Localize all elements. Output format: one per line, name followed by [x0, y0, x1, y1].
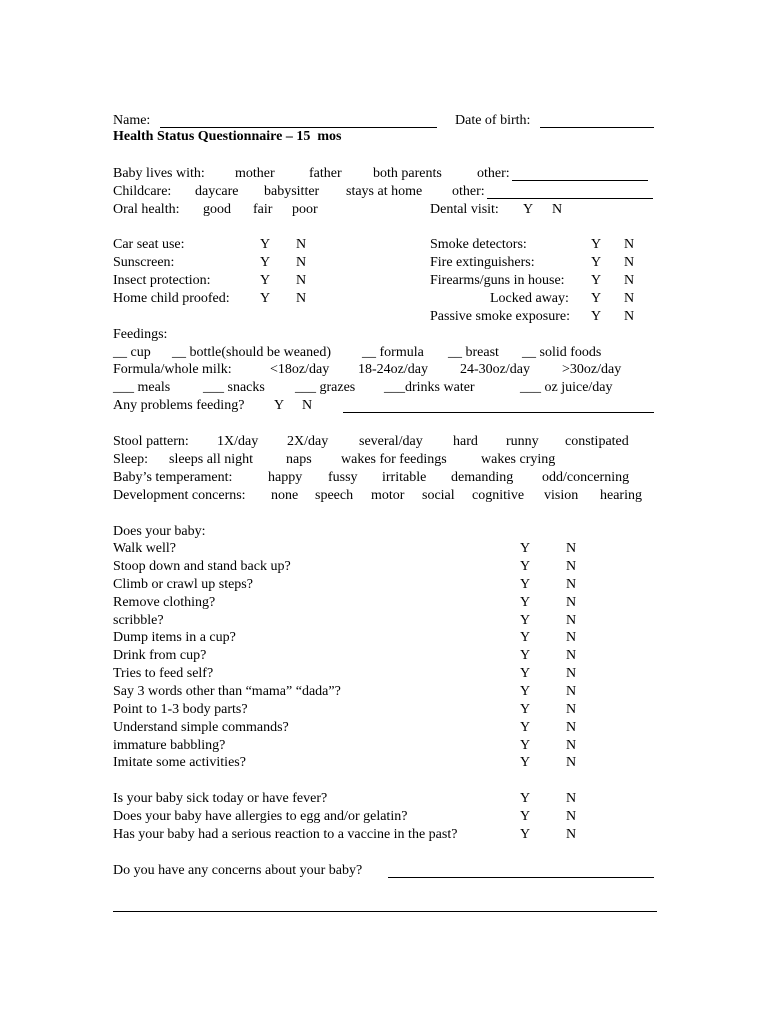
no-option[interactable]: N — [566, 630, 577, 645]
safety-label: Fire extinguishers: — [430, 255, 535, 270]
no-option[interactable]: N — [566, 541, 577, 556]
yes-option[interactable]: Y — [260, 291, 271, 306]
yes-option[interactable]: Y — [520, 648, 531, 663]
no-option[interactable]: N — [566, 702, 577, 717]
stool-option[interactable]: runny — [506, 434, 539, 449]
temperament-option[interactable]: fussy — [328, 470, 358, 485]
sleep-option[interactable]: sleeps all night — [169, 452, 253, 467]
feeding-option[interactable]: ___ oz juice/day — [520, 380, 613, 395]
milk-option[interactable]: >30oz/day — [562, 362, 622, 377]
oral-label: Oral health: — [113, 202, 180, 217]
feeding-option[interactable]: ___ snacks — [203, 380, 265, 395]
yes-option[interactable]: Y — [591, 273, 602, 288]
no-option[interactable]: N — [566, 666, 577, 681]
development-option[interactable]: vision — [544, 488, 579, 503]
feeding-problems-field[interactable] — [343, 412, 654, 413]
no-option[interactable]: N — [566, 684, 577, 699]
no-option[interactable]: N — [624, 273, 635, 288]
yes-option[interactable]: Y — [520, 613, 531, 628]
milestone-question: Understand simple commands? — [113, 720, 289, 735]
yes-option[interactable]: Y — [520, 702, 531, 717]
no-option[interactable]: N — [624, 237, 635, 252]
yes-option[interactable]: Y — [520, 755, 531, 770]
milk-option[interactable]: <18oz/day — [270, 362, 330, 377]
temperament-label: Baby’s temperament: — [113, 470, 233, 485]
no-option[interactable]: N — [566, 720, 577, 735]
no-option[interactable]: N — [566, 791, 577, 806]
yes-option[interactable]: Y — [591, 291, 602, 306]
yes-option[interactable]: Y — [591, 255, 602, 270]
development-option[interactable]: social — [422, 488, 455, 503]
childcare-option[interactable]: stays at home — [346, 184, 423, 199]
health-question: Has your baby had a serious reaction to a vaccine in the past? — [113, 827, 458, 842]
safety-label: Insect protection: — [113, 273, 211, 288]
no-option[interactable]: N — [624, 255, 635, 270]
safety-label: Home child proofed: — [113, 291, 230, 306]
feeding-option[interactable]: __ solid foods — [522, 345, 602, 360]
feeding-option[interactable]: ___drinks water — [384, 380, 475, 395]
yes-option[interactable]: Y — [260, 273, 271, 288]
yes-option[interactable]: Y — [520, 738, 531, 753]
milestone-question: Imitate some activities? — [113, 755, 246, 770]
no-option[interactable]: N — [296, 255, 307, 270]
milestone-question: Walk well? — [113, 541, 177, 556]
no-option[interactable]: N — [566, 755, 577, 770]
feedings-heading: Feedings: — [113, 327, 168, 342]
stool-option[interactable]: hard — [453, 434, 478, 449]
name-field[interactable] — [160, 127, 437, 128]
no-option[interactable]: N — [296, 237, 307, 252]
childcare-other-label: other: — [452, 184, 485, 199]
oral-option[interactable]: fair — [253, 202, 273, 217]
safety-label: Car seat use: — [113, 237, 185, 252]
dob-field[interactable] — [540, 127, 654, 128]
safety-label: Sunscreen: — [113, 255, 175, 270]
milestone-question: Tries to feed self? — [113, 666, 214, 681]
feeding-option[interactable]: __ formula — [362, 345, 424, 360]
yes-option[interactable]: Y — [520, 791, 531, 806]
no-option[interactable]: N — [566, 595, 577, 610]
yes-option[interactable]: Y — [520, 720, 531, 735]
lives-other-label: other: — [477, 166, 510, 181]
feeding-option[interactable]: ___ meals — [113, 380, 171, 395]
yes-option[interactable]: Y — [591, 309, 602, 324]
milestone-question: Climb or crawl up steps? — [113, 577, 253, 592]
no-option[interactable]: N — [566, 613, 577, 628]
yes-option[interactable]: Y — [520, 630, 531, 645]
sleep-option[interactable]: naps — [286, 452, 312, 467]
development-label: Development concerns: — [113, 488, 246, 503]
oral-option[interactable]: good — [203, 202, 231, 217]
yes-option[interactable]: Y — [520, 684, 531, 699]
no-option[interactable]: N — [566, 559, 577, 574]
yes-option[interactable]: Y — [260, 255, 271, 270]
milestone-question: Dump items in a cup? — [113, 630, 236, 645]
lives-option[interactable]: father — [309, 166, 342, 181]
milestone-question: Drink from cup? — [113, 648, 207, 663]
concerns-field[interactable] — [388, 877, 654, 878]
milestone-question: scribble? — [113, 613, 164, 628]
no-option[interactable]: N — [296, 291, 307, 306]
safety-label: Firearms/guns in house: — [430, 273, 565, 288]
development-option[interactable]: cognitive — [472, 488, 525, 503]
yes-option[interactable]: Y — [520, 827, 531, 842]
dental-visit-label: Dental visit: — [430, 202, 499, 217]
stool-option[interactable]: 2X/day — [287, 434, 329, 449]
oral-option[interactable]: poor — [292, 202, 318, 217]
yes-option[interactable]: Y — [274, 398, 285, 413]
milestone-question: Stoop down and stand back up? — [113, 559, 291, 574]
development-option[interactable]: none — [271, 488, 299, 503]
no-option[interactable]: N — [624, 309, 635, 324]
safety-label: Smoke detectors: — [430, 237, 527, 252]
yes-option[interactable]: Y — [260, 237, 271, 252]
milk-option[interactable]: 18-24oz/day — [358, 362, 428, 377]
feeding-option[interactable]: ___ grazes — [295, 380, 356, 395]
health-question: Is your baby sick today or have fever? — [113, 791, 328, 806]
yes-option[interactable]: Y — [520, 541, 531, 556]
no-option[interactable]: N — [296, 273, 307, 288]
feeding-option[interactable]: __ bottle(should be weaned) — [172, 345, 332, 360]
safety-label: Passive smoke exposure: — [430, 309, 570, 324]
no-option[interactable]: N — [566, 577, 577, 592]
development-option[interactable]: hearing — [600, 488, 642, 503]
stool-label: Stool pattern: — [113, 434, 189, 449]
feeding-problems-label: Any problems feeding? — [113, 398, 245, 413]
milestone-question: Point to 1-3 body parts? — [113, 702, 248, 717]
sleep-option[interactable]: wakes for feedings — [341, 452, 447, 467]
lives-label: Baby lives with: — [113, 166, 205, 181]
development-option[interactable]: speech — [315, 488, 354, 503]
stool-option[interactable]: 1X/day — [217, 434, 259, 449]
yes-option[interactable]: Y — [520, 595, 531, 610]
milestone-question: Say 3 words other than “mama” “dada”? — [113, 684, 341, 699]
no-option[interactable]: N — [302, 398, 313, 413]
lives-option[interactable]: both parents — [373, 166, 442, 181]
temperament-option[interactable]: demanding — [451, 470, 514, 485]
childcare-option[interactable]: babysitter — [264, 184, 320, 199]
stool-option[interactable]: several/day — [359, 434, 423, 449]
lives-other-field[interactable] — [512, 180, 648, 181]
health-question: Does your baby have allergies to egg and/or gelatin? — [113, 809, 408, 824]
no-option[interactable]: N — [624, 291, 635, 306]
name-label: Name: — [113, 113, 151, 128]
yes-option[interactable]: Y — [523, 202, 534, 217]
concerns-field-extra-line[interactable] — [113, 911, 657, 912]
childcare-label: Childcare: — [113, 184, 172, 199]
yes-option[interactable]: Y — [520, 577, 531, 592]
does-heading: Does your baby: — [113, 524, 206, 539]
dob-label: Date of birth: — [455, 113, 531, 128]
childcare-other-field[interactable] — [487, 198, 653, 199]
milestone-question: immature babbling? — [113, 738, 226, 753]
milk-label: Formula/whole milk: — [113, 362, 232, 377]
yes-option[interactable]: Y — [591, 237, 602, 252]
yes-option[interactable]: Y — [520, 666, 531, 681]
feeding-option[interactable]: __ cup — [113, 345, 151, 360]
yes-option[interactable]: Y — [520, 559, 531, 574]
sleep-option[interactable]: wakes crying — [481, 452, 556, 467]
yes-option[interactable]: Y — [520, 809, 531, 824]
childcare-option[interactable]: daycare — [195, 184, 239, 199]
temperament-option[interactable]: irritable — [382, 470, 427, 485]
safety-label: Locked away: — [490, 291, 569, 306]
development-option[interactable]: motor — [371, 488, 405, 503]
temperament-option[interactable]: odd/concerning — [542, 470, 630, 485]
stool-option[interactable]: constipated — [565, 434, 629, 449]
no-option[interactable]: N — [566, 738, 577, 753]
sleep-label: Sleep: — [113, 452, 148, 467]
no-option[interactable]: N — [566, 827, 577, 842]
feeding-option[interactable]: __ breast — [448, 345, 499, 360]
no-option[interactable]: N — [566, 809, 577, 824]
temperament-option[interactable]: happy — [268, 470, 303, 485]
lives-option[interactable]: mother — [235, 166, 275, 181]
milestone-question: Remove clothing? — [113, 595, 216, 610]
milk-option[interactable]: 24-30oz/day — [460, 362, 530, 377]
concerns-label: Do you have any concerns about your baby? — [113, 863, 363, 878]
no-option[interactable]: N — [552, 202, 563, 217]
no-option[interactable]: N — [566, 648, 577, 663]
form-title: Health Status Questionnaire – 15 mos — [113, 129, 342, 144]
